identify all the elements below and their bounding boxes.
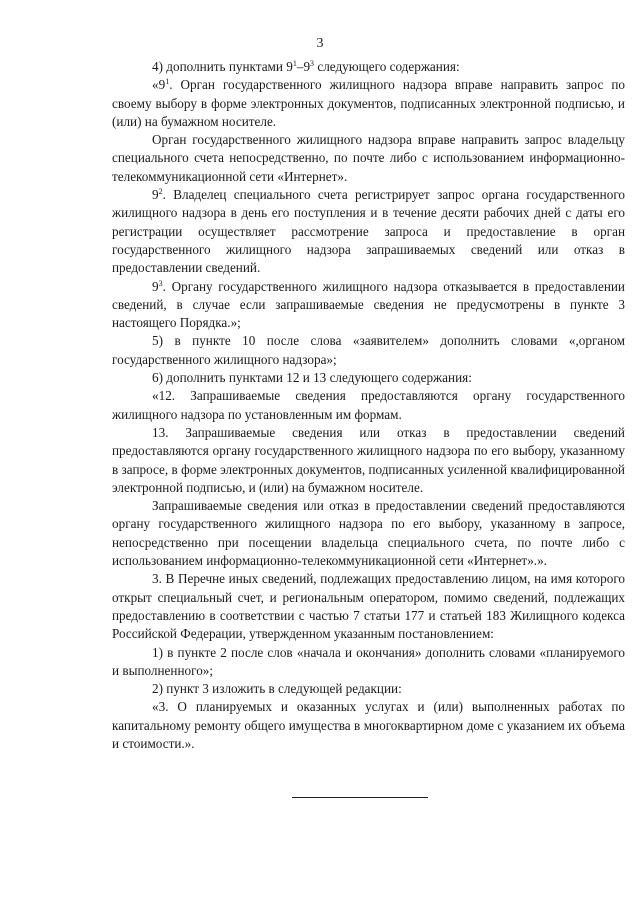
document-body xyxy=(112,58,625,753)
paragraph-point-9-1: «$9^1$. Орган государственного жилищного надзора вправе направить запрос по своему выбору в форме электронных документов, подписанных электронной подписью, и (или) на бумажном носителе. xyxy=(112,77,625,129)
paragraph-item-6: 6) дополнить пунктами 12 и 13 следующего содержания: xyxy=(152,370,472,386)
paragraph-point-13-continued: Запрашиваемые сведения или отказ в предоставлении сведений предоставляются органу государственного жилищного надзора по его выбору, указанному в запросе, непосредственно при посещении владельца специального счета, по почте либо с использованием информационно-телекоммуникационной сети «Интернет».». xyxy=(112,498,625,569)
paragraph-item-4: 4) дополнить пунктами $9^1-9^3$ следующего содержания: xyxy=(152,59,460,74)
closing-divider xyxy=(292,797,428,798)
paragraph-section-3-new-point-3: «3. О планируемых и оказанных услугах и (или) выполненных работах по капитальному ремонту общего имущества в многоквартирном доме с указанием их объема и стоимости.». xyxy=(112,699,625,751)
paragraph-section-3-item-1: 1) в пункте 2 после слов «начала и окончания» дополнить словами «планируемого и выполненного»; xyxy=(112,644,625,678)
paragraph-point-9-2: $9^2$. Владелец специального счета регистрирует запрос органа государственного жилищного надзора в день его поступления и в течение десяти рабочих дней с даты его регистрации осуществляет рассмотрение запроса и предоставление в орган государственного жилищного надзора запрашиваемых сведений или отказ в предоставлении сведений. xyxy=(112,187,625,276)
paragraph-point-13: 13. Запрашиваемые сведения или отказ в предоставлении сведений предоставляются органу государственного жилищного надзора по его выбору, указанному в запросе, в форме электронных документов, подписанных усиленной квалифицированной электронной подписью, и (или) на бумажном носителе. xyxy=(112,424,625,495)
page-number: 3 xyxy=(316,36,324,51)
paragraph-item-5: 5) в пункте 10 после слова «заявителем» дополнить словами «,органом государственного жилищного надзора»; xyxy=(112,333,625,367)
paragraph-section-3-item-2: 2) пункт 3 изложить в следующей редакции: xyxy=(152,681,402,697)
paragraph-point-9-3: $9^3$. Органу государственного жилищного надзора отказывается в предоставлении сведений, в случае если запрашиваемые сведения не предусмотрены в пункте 3 настоящего Порядка.»; xyxy=(112,278,625,331)
paragraph-point-12: «12. Запрашиваемые сведения предоставляются органу государственного жилищного надзора по установленным им формам. xyxy=(112,388,625,422)
paragraph-section-3: 3. В Перечне иных сведений, подлежащих предоставлению лицом, на имя которого открыт специальный счет, и региональным оператором, помимо сведений, подлежащих предоставлению в соответствии с частью 7 статьи 177 и статьей 183 Жилищного кодекса Российской Федерации, утвержденном указанным постановлением: xyxy=(112,571,625,642)
paragraph-owner-request: Орган государственного жилищного надзора вправе направить запрос владельцу специального счета непосредственно, по почте либо с использованием информационно-телекоммуникационной сети «Интернет». xyxy=(112,132,625,184)
